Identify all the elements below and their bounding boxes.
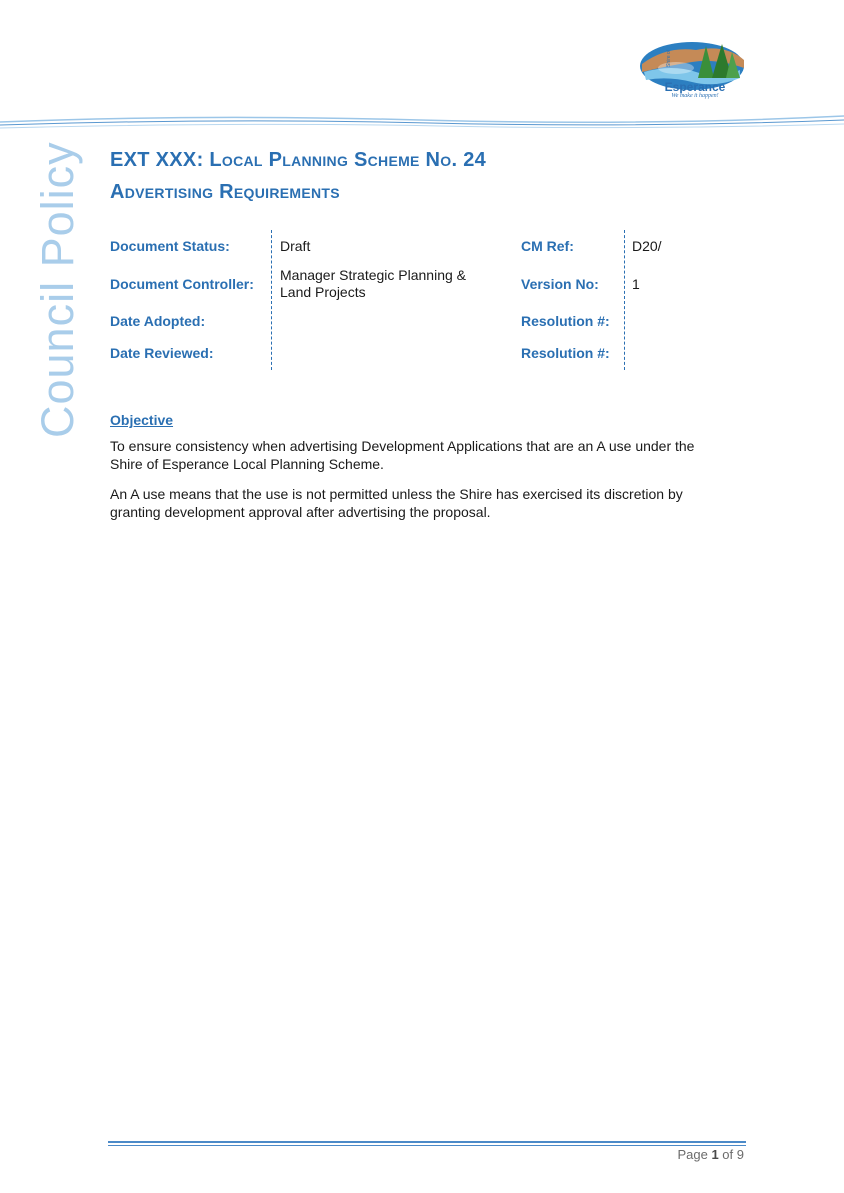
logo-tagline: We make it happen! bbox=[671, 93, 719, 99]
version-value: 1 bbox=[632, 276, 640, 292]
footer-rule bbox=[108, 1141, 746, 1143]
version-label: Version No: bbox=[521, 276, 599, 292]
page-number bbox=[660, 1147, 744, 1162]
resolution-adopted-label: Resolution #: bbox=[521, 313, 610, 329]
date-reviewed-label: Date Reviewed: bbox=[110, 345, 214, 361]
cm-ref-label: CM Ref: bbox=[521, 238, 574, 254]
logo-name: Esperance bbox=[664, 80, 726, 94]
meta-divider-left bbox=[271, 230, 272, 370]
objective-paragraph-1 bbox=[110, 437, 750, 473]
page-prefix: Page bbox=[677, 1147, 708, 1162]
date-adopted-label: Date Adopted: bbox=[110, 313, 206, 329]
document-status-value: Draft bbox=[280, 238, 311, 254]
side-label-council-policy: Council Policy bbox=[32, 141, 83, 438]
cm-ref-value: D20/ bbox=[632, 238, 662, 254]
header-wave-rule bbox=[0, 108, 844, 132]
document-title bbox=[110, 144, 750, 208]
meta-divider-right bbox=[624, 230, 625, 370]
page-of: of bbox=[722, 1147, 734, 1162]
title-line-1: EXT XXX: Local Planning Scheme No. 24 bbox=[110, 149, 487, 171]
document-status-label: Document Status: bbox=[110, 238, 230, 254]
page-total: 9 bbox=[736, 1147, 744, 1162]
document-controller-label: Document Controller: bbox=[110, 276, 254, 292]
objective-paragraph-2 bbox=[110, 485, 750, 521]
objective-paragraph-1-line-2: Shire of Esperance Local Planning Scheme. bbox=[110, 456, 384, 472]
document-controller-value-1: Manager Strategic Planning & bbox=[280, 267, 466, 283]
resolution-reviewed-label: Resolution #: bbox=[521, 345, 610, 361]
objective-heading: Objective bbox=[110, 412, 174, 428]
document-controller-value-2: Land Projects bbox=[280, 284, 366, 300]
footer-rule-secondary bbox=[108, 1145, 746, 1146]
objective-paragraph-2-line-2: granting development approval after advertising the proposal. bbox=[110, 504, 491, 520]
title-line-2: Advertising Requirements bbox=[110, 181, 340, 203]
logo-shire-text: Shire of bbox=[666, 49, 672, 67]
objective-paragraph-1-line-1: To ensure consistency when advertising Development Applications that are an A use under the bbox=[110, 438, 695, 454]
objective-paragraph-2-line-1: An A use means that the use is not permitted unless the Shire has exercised its discretion by bbox=[110, 486, 683, 502]
page-current: 1 bbox=[711, 1147, 719, 1162]
